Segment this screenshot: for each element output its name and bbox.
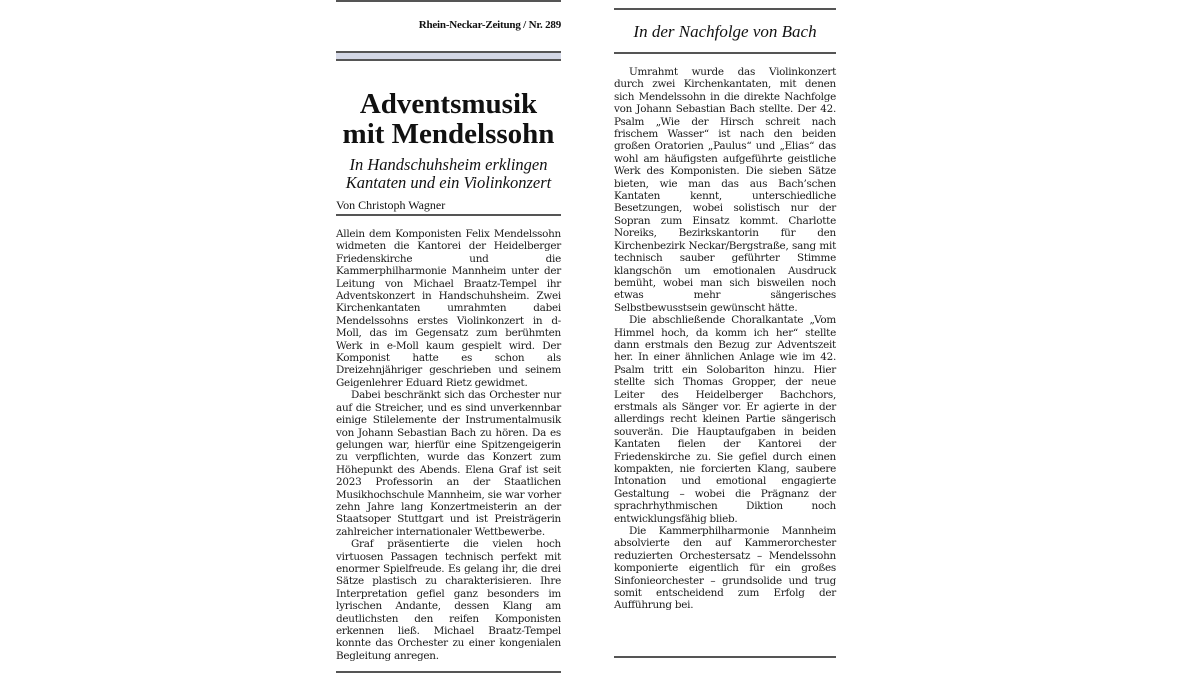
subhead-line-1: In Handschuhsheim erklingen — [349, 155, 548, 174]
section-bottom-rule — [614, 52, 836, 54]
headline-line-1: Adventsmusik — [359, 88, 538, 120]
article-body-left — [336, 228, 561, 662]
headline — [336, 89, 561, 149]
paragraph: Allein dem Komponisten Felix Mendelssohn widmeten die Kantorei der Heidelberger Friedenskirche und die Kammerphilharmonie Mannheim unter der Leitung von Michael Braatz-Tempel ihr Adventskonzert in Handschuhsheim. Zwei Kirchenkantaten umrahmten dabei Mendelssohns erstes Violinkonzert in d-Moll, das im Gegensatz zum berühmten Werk in e-Moll kaum gespielt wird. Der Komponist hatte es schon als Dreizehnjähriger geschrieben und seinem Geigenlehrer Eduard Rietz gewidmet. — [336, 228, 561, 389]
paragraph: Graf präsentierte die vielen hoch virtuosen Passagen technisch perfekt mit enormer Spielfreude. Es gelang ihr, die drei Sätze plastisch zu charakterisieren. Ihre Interpretation gefiel ganz besonders im lyrischen Andante, dessen Klang am deutlichsten den reifen Komponisten erkennen ließ. Michael Braatz-Tempel konnte das Orchester zu einer kongenialen Begleitung anregen. — [336, 538, 561, 662]
article-body-right — [614, 66, 836, 612]
top-rule — [336, 0, 561, 2]
section-heading: In der Nachfolge von Bach — [633, 22, 817, 41]
paragraph: Die Kammerphilharmonie Mannheim absolvierte den auf Kammerorchester reduzierten Orchestersatz – Mendelssohn komponierte eigentlich für ein großes Sinfonieorchester – grundsolide und trug somit entscheidend zum Erfolg der Aufführung bei. — [614, 525, 836, 612]
headline-line-2: mit Mendelssohn — [342, 118, 555, 150]
bottom-rule-left — [336, 671, 561, 673]
double-rule-divider — [336, 51, 561, 61]
paragraph: Die abschließende Choralkantate „Vom Himmel hoch, da komm ich her“ stellte dann erstmals den Bezug zur Adventszeit her. In einer ähnlichen Anlage wie im 42. Psalm tritt ein Solobariton hinzu. Hier stellte sich Thomas Gropper, der neue Leiter des Heidelberger Bachchors, erstmals als Sänger vor. Er agierte in der allerdings recht kleinen Partie sängerisch souverän. Die Hauptaufgaben in beiden Kantaten fielen der Kantorei der Friedenskirche zu. Sie gefiel durch einen kompakten, nie forcierten Klang, saubere Intonation und emotional engagierte Gestaltung – wobei die Prägnanz der sprachrhythmischen Diktion noch entwicklungsfähig blieb. — [614, 314, 836, 525]
subhead-line-2: Kantaten und ein Violinkonzert — [345, 173, 552, 192]
right-column — [614, 0, 836, 612]
paragraph: Dabei beschränkt sich das Orchester nur auf die Streicher, und es sind unverkennbar einige Stilelemente der Instrumentalmusik von Johann Sebastian Bach zu hören. Da es gelungen war, hierfür eine Spitzengeigerin zu verpflichten, wurde das Konzert zum Höhepunkt des Abends. Elena Graf ist seit 2023 Professorin an der Staatlichen Musikhochschule Mannheim, sie war vorher zehn Jahre lang Konzertmeisterin an der Staatsoper Stuttgart und ist Preisträgerin zahlreicher internationaler Wettbewerbe. — [336, 389, 561, 538]
subheadline — [336, 156, 561, 192]
left-column — [336, 0, 561, 662]
byline: Von Christoph Wagner — [336, 198, 561, 216]
masthead: Rhein-Neckar-Zeitung / Nr. 289 — [418, 19, 561, 31]
bottom-rule-right — [614, 656, 836, 658]
section-top-rule — [614, 8, 836, 10]
paragraph: Umrahmt wurde das Violinkonzert durch zwei Kirchenkantaten, mit denen sich Mendelssohn in die direkte Nachfolge von Johann Sebastian Bach stellte. Der 42. Psalm „Wie der Hirsch schreit nach frischem Wasser“ ist nach den beiden großen Oratorien „Paulus“ und „Elias“ das wohl am häufigsten aufgeführte geistliche Werk des Komponisten. Die sieben Sätze bieten, wie man das aus Bach’schen Kantaten kennt, unterschiedliche Besetzungen, wobei solistisch nur der Sopran zum Einsatz kommt. Charlotte Noreiks, Bezirkskantorin für den Kirchenbezirk Neckar/Bergstraße, sang mit technisch sauber geführter Stimme klangschön um emotionalen Ausdruck bemüht, wobei man sich bisweilen noch etwas mehr sängerisches Selbstbewusstsein gewünscht hätte. — [614, 66, 836, 314]
